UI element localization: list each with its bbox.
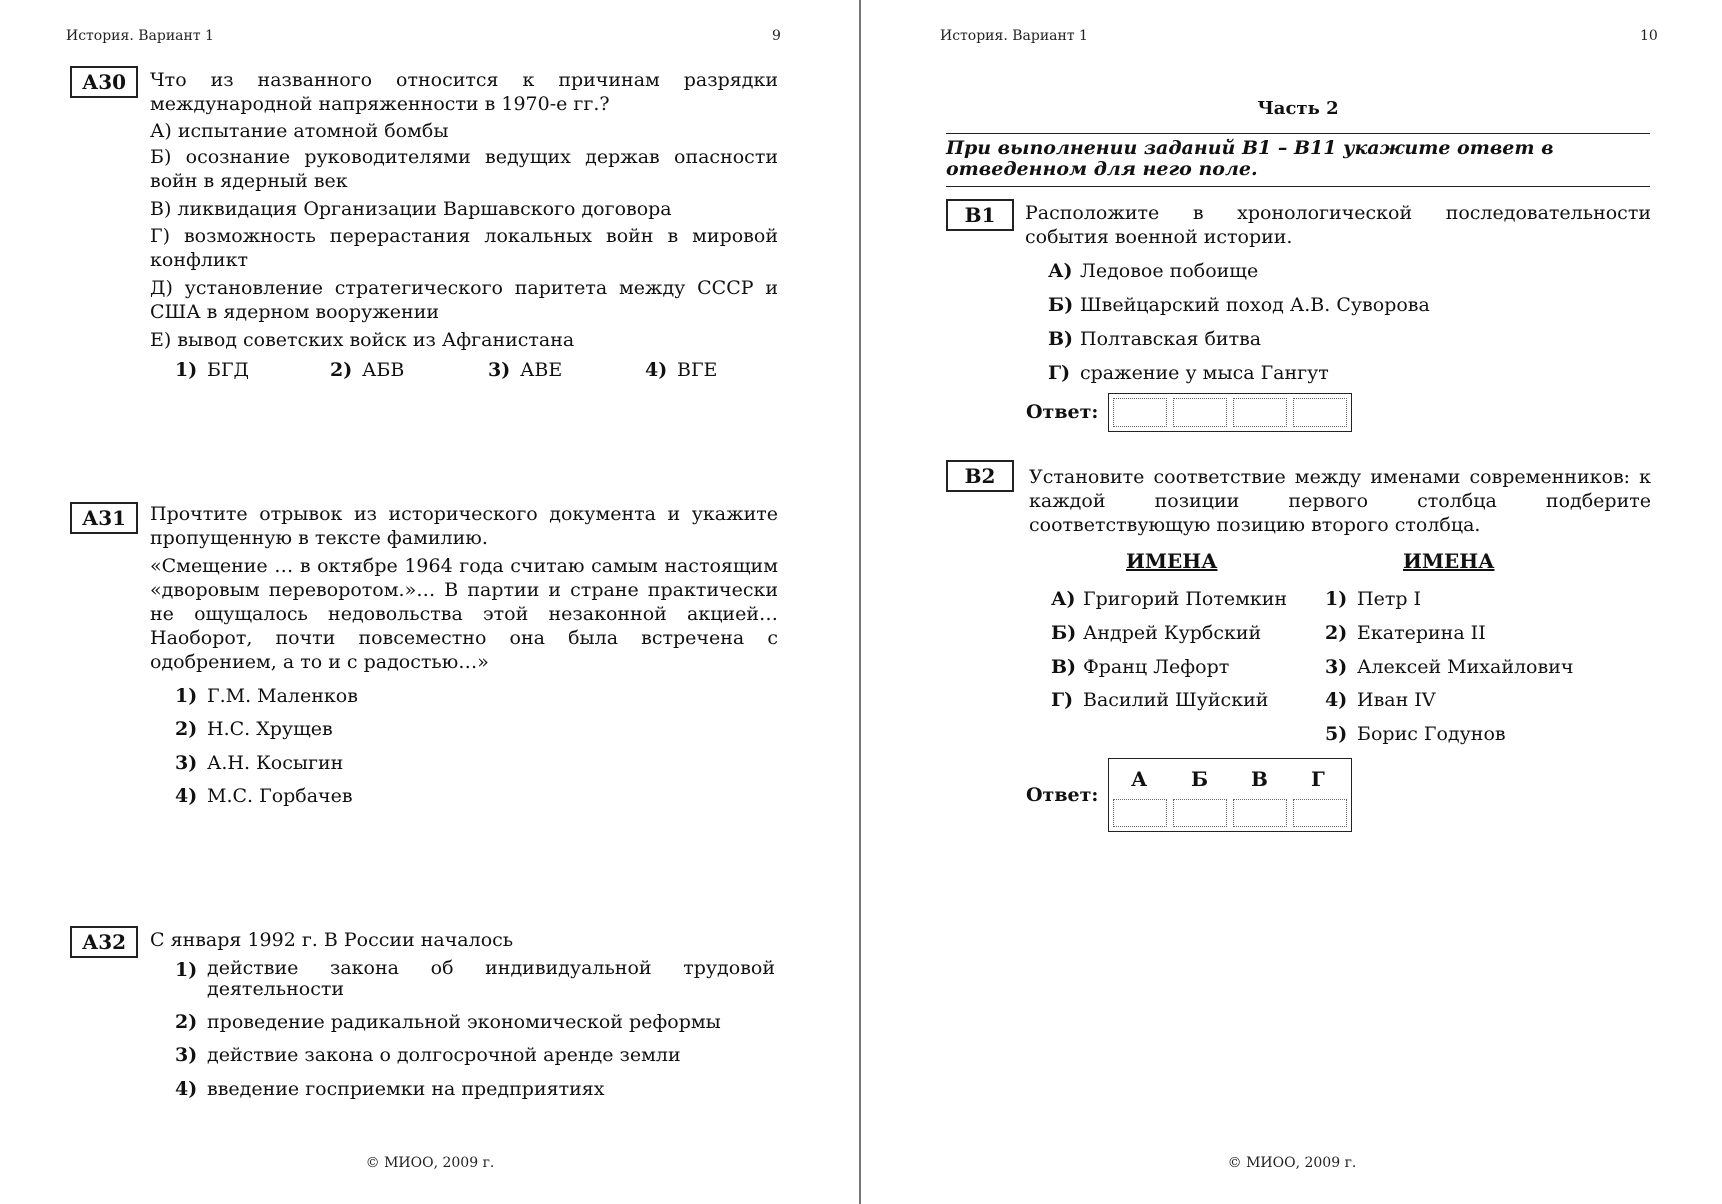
page-header-title: История. Вариант 1 — [66, 28, 214, 44]
b1-question: Расположите в хронологической последовательности события военной истории. — [1025, 202, 1651, 248]
page-header-title: История. Вариант 1 — [940, 28, 1088, 44]
a30-item-b: Б) осознание руководителями ведущих держав опасности войн в ядерный век — [150, 146, 778, 192]
b1-answer-grid — [1108, 393, 1352, 432]
a32-option-1[interactable]: 1) действие закона об индивидуальной трудовой деятельности — [175, 957, 775, 1000]
page-number: 10 — [1640, 28, 1658, 44]
b1-item-a: А) Ледовое побоище — [1048, 260, 1259, 282]
b1-answer-label: Ответ: — [1026, 401, 1099, 423]
b2-right-column-header: ИМЕНА — [1403, 549, 1495, 573]
a30-item-d: Д) установление стратегического паритета между СССР и США в ядерном вооружении — [150, 277, 778, 323]
a30-item-a: А) испытание атомной бомбы — [150, 120, 449, 142]
a32-question: С января 1992 г. В России началось — [150, 929, 514, 951]
b1-item-v: В) Полтавская битва — [1048, 328, 1262, 350]
a30-item-g: Г) возможность перерастания локальных войн в мировой конфликт — [150, 225, 778, 271]
b2-answer-cell[interactable] — [1173, 799, 1227, 827]
question-label-a32: А32 — [70, 926, 138, 958]
b2-right-item-5: 5) Борис Годунов — [1325, 723, 1506, 745]
question-label-b2: В2 — [946, 460, 1014, 492]
b2-left-item-v: В) Франц Лефорт — [1051, 656, 1230, 678]
a31-quote: «Смещение … в октябре 1964 года считаю самым настоящим «дворовым переворотом.»… В партии и стране практически не ощущалось недовольства этой незаконной акцией… Наоборот, почти повсеместно она была встречена с одобрением, а то и с радостью…» — [150, 555, 778, 673]
question-label-b1: В1 — [946, 199, 1014, 231]
part-title: Часть 2 — [1257, 98, 1339, 119]
a30-item-v: В) ликвидация Организации Варшавского договора — [150, 198, 672, 220]
b1-item-b: Б) Швейцарский поход А.В. Суворова — [1048, 294, 1430, 316]
a31-question: Прочтите отрывок из исторического документа и укажите пропущенную в тексте фамилию. — [150, 503, 778, 549]
b2-left-item-a: А) Григорий Потемкин — [1051, 588, 1288, 610]
b2-left-item-b: Б) Андрей Курбский — [1051, 622, 1262, 644]
b2-left-column-header: ИМЕНА — [1126, 549, 1218, 573]
a30-option-2[interactable]: 2) АБВ — [330, 359, 405, 381]
left-page — [0, 0, 860, 1204]
a32-option-2[interactable]: 2) проведение радикальной экономической реформы — [175, 1011, 721, 1033]
a30-question-line2: международной напряженности в 1970-е гг.? — [150, 93, 610, 115]
a30-option-3[interactable]: 3) АВЕ — [488, 359, 563, 381]
b1-item-g: Г) сражение у мыса Гангут — [1048, 362, 1329, 384]
b2-left-item-g: Г) Василий Шуйский — [1051, 689, 1269, 711]
a32-option-4[interactable]: 4) введение госприемки на предприятиях — [175, 1078, 605, 1100]
b1-answer-cell[interactable] — [1293, 398, 1347, 427]
a30-option-4[interactable]: 4) ВГЕ — [645, 359, 718, 381]
b2-right-item-3: 3) Алексей Михайлович — [1325, 656, 1574, 678]
instruction: При выполнении заданий В1 – В11 укажите ответ в отведенном для него поле. — [946, 133, 1650, 187]
b2-answer-label: Ответ: — [1026, 784, 1099, 806]
question-label-a30: А30 — [70, 66, 138, 98]
b2-answer-cell[interactable] — [1113, 799, 1167, 827]
b2-grid-header-g: Г — [1311, 767, 1325, 791]
right-page — [862, 0, 1722, 1204]
b2-right-item-2: 2) Екатерина II — [1325, 622, 1486, 644]
b2-right-item-1: 1) Петр I — [1325, 588, 1422, 610]
a31-option-4[interactable]: 4) М.С. Горбачев — [175, 785, 353, 807]
page-footer: © МИОО, 2009 г. — [1227, 1155, 1357, 1171]
a32-option-3[interactable]: 3) действие закона о долгосрочной аренде земли — [175, 1044, 681, 1066]
b2-answer-grid — [1108, 758, 1352, 832]
b1-answer-cell[interactable] — [1173, 398, 1227, 427]
page-number: 9 — [772, 28, 781, 44]
a31-option-1[interactable]: 1) Г.М. Маленков — [175, 685, 358, 707]
b2-answer-cell[interactable] — [1293, 799, 1347, 827]
b2-answer-cell[interactable] — [1233, 799, 1287, 827]
b2-right-item-4: 4) Иван IV — [1325, 689, 1436, 711]
a31-option-2[interactable]: 2) Н.С. Хрущев — [175, 718, 333, 740]
a30-item-e: Е) вывод советских войск из Афганистана — [150, 329, 575, 351]
a31-option-3[interactable]: 3) А.Н. Косыгин — [175, 752, 344, 774]
a30-option-1[interactable]: 1) БГД — [175, 359, 249, 381]
page-footer: © МИОО, 2009 г. — [365, 1155, 495, 1171]
question-label-a31: А31 — [70, 502, 138, 534]
a30-question-line1: Что из названного относится к причинам разрядки — [150, 69, 778, 91]
b2-question: Установите соответствие между именами современников: к каждой позиции первого столбца подберите соответствующую позицию второго столбца. — [1029, 466, 1651, 536]
b1-answer-cell[interactable] — [1233, 398, 1287, 427]
b2-grid-header-v: В — [1251, 767, 1268, 791]
b2-grid-header-a: А — [1131, 767, 1148, 791]
b2-grid-header-b: Б — [1191, 767, 1209, 791]
b1-answer-cell[interactable] — [1113, 398, 1167, 427]
